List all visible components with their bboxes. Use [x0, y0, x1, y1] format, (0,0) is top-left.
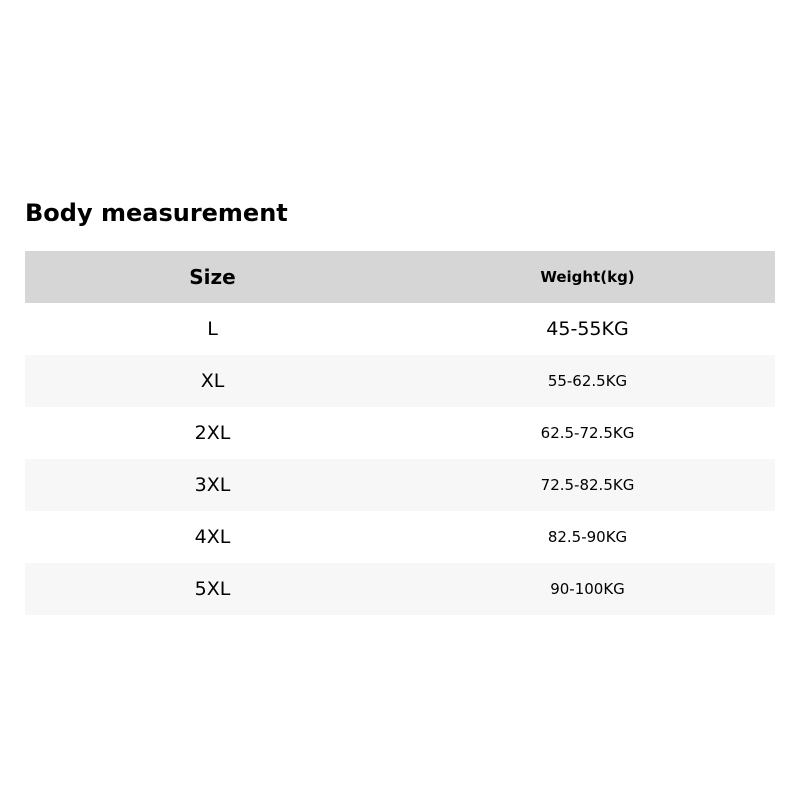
table-row — [25, 407, 775, 459]
table-header-row — [25, 251, 775, 303]
table-row — [25, 511, 775, 563]
page-title: Body measurement — [25, 199, 288, 227]
weight-cell: 55-62.5KG — [547, 372, 628, 390]
weight-cell: 82.5-90KG — [547, 528, 628, 546]
size-cell: XL — [200, 370, 225, 392]
weight-cell: 45-55KG — [546, 318, 629, 340]
size-chart-table — [25, 251, 775, 615]
size-cell: L — [207, 318, 218, 340]
table-row — [25, 355, 775, 407]
table-row — [25, 303, 775, 355]
weight-cell: 72.5-82.5KG — [540, 476, 635, 494]
size-cell: 2XL — [194, 422, 231, 444]
size-cell: 3XL — [194, 474, 231, 496]
weight-column-header: Weight(kg) — [540, 268, 635, 286]
size-cell: 4XL — [194, 526, 231, 548]
size-cell: 5XL — [194, 578, 231, 600]
table-row — [25, 459, 775, 511]
size-column-header: Size — [189, 265, 236, 289]
table-row — [25, 563, 775, 615]
weight-cell: 90-100KG — [550, 580, 625, 598]
weight-cell: 62.5-72.5KG — [540, 424, 635, 442]
